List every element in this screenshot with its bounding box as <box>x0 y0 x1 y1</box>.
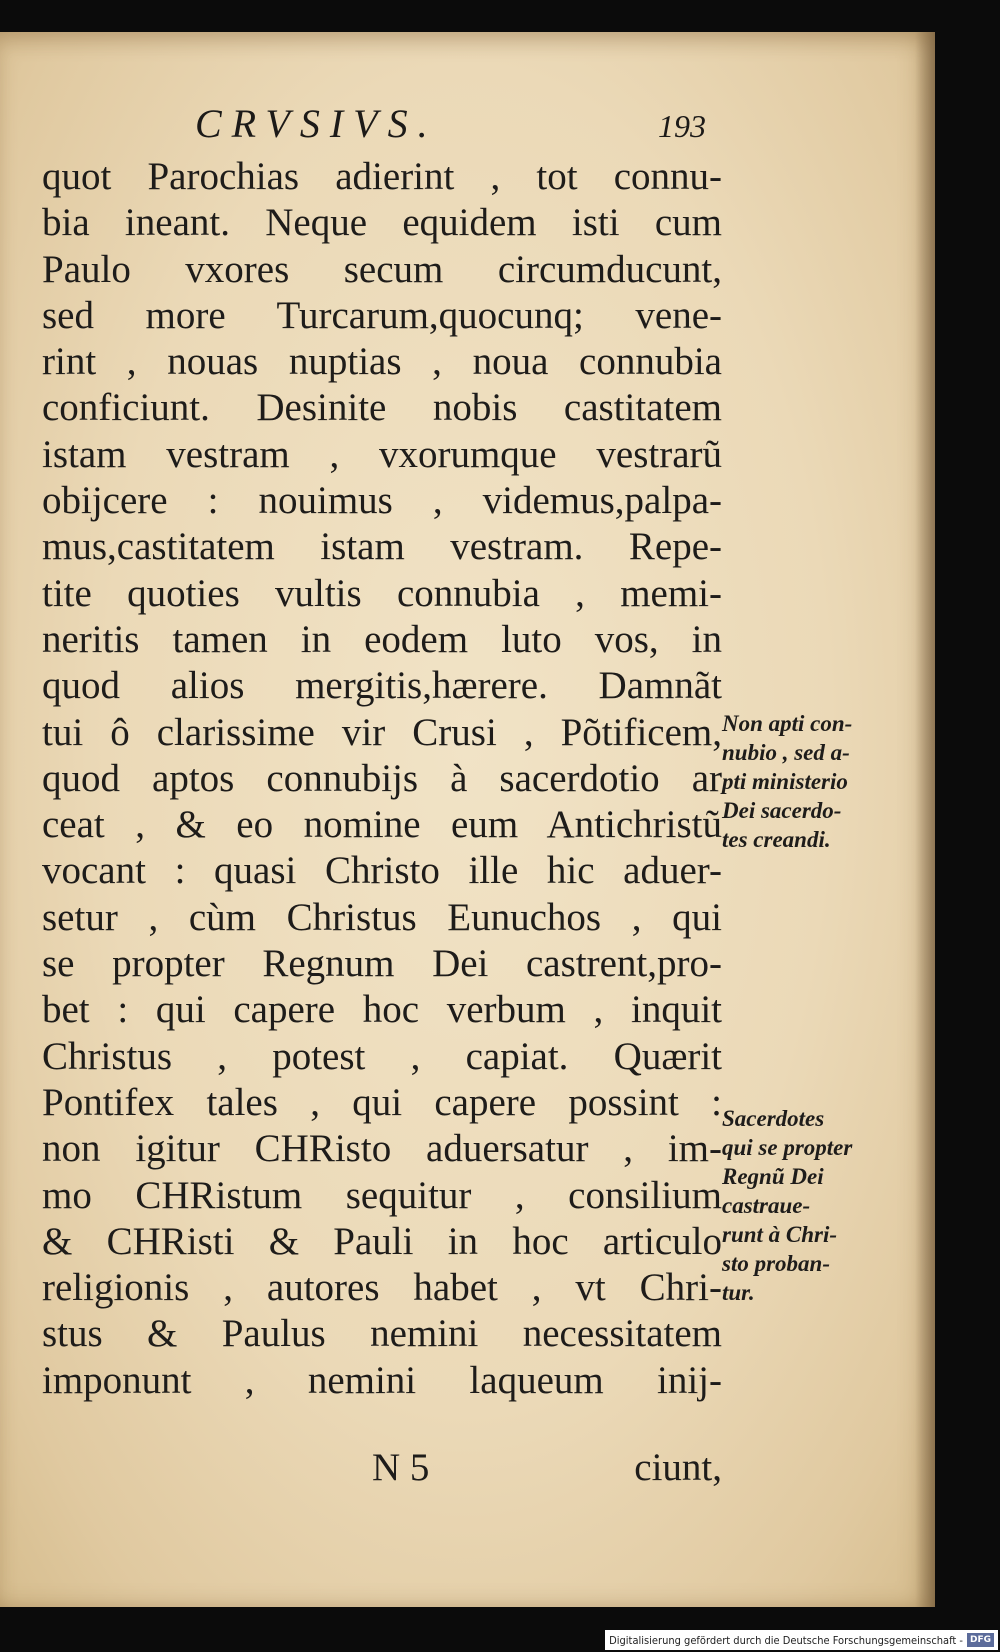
text-line: stus & Paulus nemini necessitatem <box>42 1312 722 1356</box>
credit-text: Digitalisierung gefördert durch die Deutsche Forschungsgemeinschaft - <box>609 1633 963 1647</box>
text-line: religionis , autores habet , vt Chri- <box>42 1266 722 1310</box>
text-line: imponunt , nemini laqueum inij- <box>42 1358 722 1402</box>
marginal-note-line: pti ministerio <box>722 769 848 794</box>
dfg-logo-icon: DFG <box>967 1633 994 1647</box>
running-head: CRVSIVS. <box>195 101 438 146</box>
marginal-note-line: castraue- <box>722 1193 811 1218</box>
text-line: bet : qui capere hoc verbum , inquit <box>42 988 722 1032</box>
text-line: non igitur CHRisto aduersatur , im- <box>42 1127 722 1171</box>
marginal-note-line: Dei sacerdo- <box>722 798 842 823</box>
marginal-note-2 <box>722 1104 872 1307</box>
text-line: rint , nouas nuptias , noua connubia <box>42 340 722 384</box>
text-line: se propter Regnum Dei castrent,pro- <box>42 942 722 986</box>
marginal-note-line: tur. <box>722 1280 755 1305</box>
text-line: Christus , potest , capiat. Quærit <box>42 1034 722 1078</box>
text-line: sed more Turcarum,quocunq; vene- <box>42 293 722 337</box>
signature-mark: N 5 <box>372 1446 430 1489</box>
text-line: conficiunt. Desinite nobis castitatem <box>42 386 722 430</box>
text-line: obijcere : nouimus , videmus,palpa- <box>42 479 722 523</box>
marginal-note-line: qui se propter <box>722 1135 853 1160</box>
text-line: & CHRisti & Pauli in hoc articulo <box>42 1219 722 1263</box>
text-line: tui ô clarissime vir Crusi , Põtificem, <box>42 710 722 754</box>
text-line: bia ineant. Neque equidem isti cum <box>42 201 722 245</box>
marginal-note-1 <box>722 709 872 854</box>
text-line: Paulo vxores secum circumducunt, <box>42 247 722 291</box>
page-number: 193 <box>658 108 706 144</box>
text-line: mus,castitatem istam vestram. Repe- <box>42 525 722 569</box>
marginal-note-line: sto proban- <box>722 1251 830 1276</box>
text-line: quot Parochias adierint , tot connu- <box>42 155 722 198</box>
text-line: mo CHRistum sequitur , consilium <box>42 1173 722 1217</box>
text-line: ceat , & eo nomine eum Antichristũ <box>42 803 722 847</box>
text-line: setur , cùm Christus Eunuchos , qui <box>42 895 722 939</box>
text-line: istam vestram , vxorumque vestrarũ <box>42 432 722 476</box>
marginal-note-line: Regnũ Dei <box>722 1164 824 1189</box>
text-line: vocant : quasi Christo ille hic aduer- <box>42 849 722 893</box>
text-line: Pontifex tales , qui capere possint : <box>42 1080 722 1124</box>
marginal-note-line: runt à Chri- <box>722 1222 838 1247</box>
text-line: neritis tamen in eodem luto vos, in <box>42 617 722 661</box>
book-page <box>0 32 935 1607</box>
page-footer-marks <box>42 1445 722 1491</box>
catchword: ciunt, <box>634 1446 722 1489</box>
marginal-note-line: Sacerdotes <box>722 1106 825 1131</box>
text-line: quod alios mergitis,hærere. Damnãt <box>42 664 722 708</box>
marginal-note-line: Non apti con- <box>722 711 853 736</box>
digitization-credit <box>605 1630 998 1650</box>
text-line: tite quoties vultis connubia , memi- <box>42 571 722 615</box>
marginal-note-line: tes creandi. <box>722 827 831 852</box>
marginal-note-line: nubio , sed a- <box>722 740 850 765</box>
text-line: quod aptos connubijs à sacerdotio ar <box>42 756 722 800</box>
main-text-block <box>42 154 722 1404</box>
